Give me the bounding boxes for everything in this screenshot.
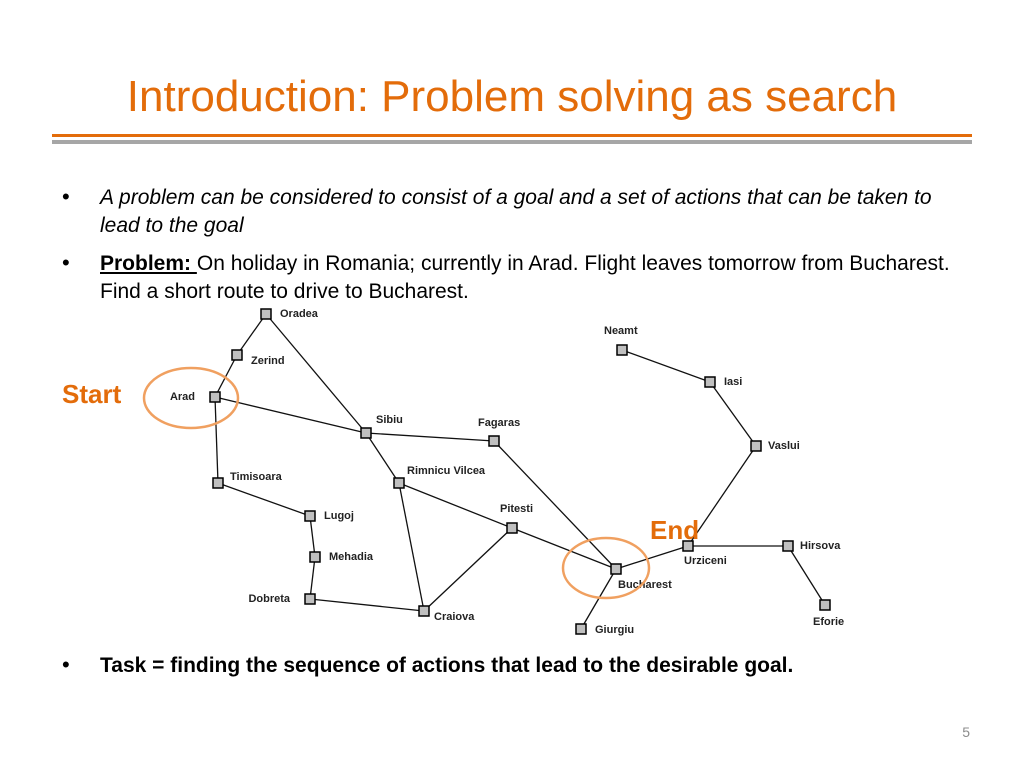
bullet-marker: •	[62, 652, 70, 677]
city-node-pitesti	[507, 523, 517, 533]
city-node-dobreta	[305, 594, 315, 604]
road-rimnicu-pitesti	[399, 483, 512, 528]
road-zerind-arad	[215, 355, 237, 397]
bullet-definition: A problem can be considered to consist of a goal and a set of actions that can be taken to lead to the goal	[100, 186, 932, 237]
road-hirsova-eforie	[788, 546, 825, 605]
city-node-sibiu	[361, 428, 371, 438]
city-label-vaslui: Vaslui	[768, 440, 800, 452]
end-highlight-circle	[563, 538, 649, 598]
road-mehadia-dobreta	[310, 557, 315, 599]
bullet-marker: •	[62, 184, 70, 209]
city-node-hirsova	[783, 541, 793, 551]
city-node-fagaras	[489, 436, 499, 446]
road-iasi-neamt	[622, 350, 710, 382]
city-label-craiova: Craiova	[434, 611, 475, 623]
city-label-sibiu: Sibiu	[376, 414, 403, 426]
road-vaslui-iasi	[710, 382, 756, 446]
roads-layer	[215, 314, 825, 629]
road-lugoj-mehadia	[310, 516, 315, 557]
city-label-oradea: Oradea	[280, 308, 318, 320]
road-bucharest-urziceni	[616, 546, 688, 569]
city-node-bucharest	[611, 564, 621, 574]
road-arad-timisoara	[215, 397, 218, 483]
city-label-fagaras: Fagaras	[478, 417, 521, 429]
city-label-eforie: Eforie	[813, 616, 845, 628]
bullet-task: Task = finding the sequence of actions that lead to the desirable goal.	[100, 654, 794, 677]
city-node-arad	[210, 392, 220, 402]
city-label-zerind: Zerind	[251, 355, 285, 367]
road-dobreta-craiova	[310, 599, 424, 611]
road-timisoara-lugoj	[218, 483, 310, 516]
road-sibiu-rimnicu	[366, 433, 399, 483]
city-label-bucharest: Bucharest	[618, 579, 672, 591]
road-craiova-pitesti	[424, 528, 512, 611]
city-node-lugoj	[305, 511, 315, 521]
city-node-iasi	[705, 377, 715, 387]
road-rimnicu-craiova	[399, 483, 424, 611]
city-node-mehadia	[310, 552, 320, 562]
city-label-neamt: Neamt	[604, 325, 638, 337]
bullet-marker: •	[62, 250, 70, 275]
end-label: End	[650, 515, 700, 545]
city-label-hirsova: Hirsova	[800, 540, 841, 552]
city-node-oradea	[261, 309, 271, 319]
road-oradea-zerind	[237, 314, 266, 355]
city-label-giurgiu: Giurgiu	[595, 624, 635, 636]
city-node-timisoara	[213, 478, 223, 488]
problem-label: Problem:	[100, 252, 197, 275]
city-node-zerind	[232, 350, 242, 360]
city-label-timisoara: Timisoara	[230, 471, 282, 483]
city-node-eforie	[820, 600, 830, 610]
city-label-dobreta: Dobreta	[248, 593, 290, 605]
cities-layer	[170, 308, 844, 636]
road-oradea-sibiu	[266, 314, 366, 433]
city-node-giurgiu	[576, 624, 586, 634]
city-label-arad: Arad	[169, 391, 195, 403]
city-node-rimnicu	[394, 478, 404, 488]
city-label-mehadia: Mehadia	[329, 551, 374, 563]
problem-text: On holiday in Romania; currently in Arad. Flight leaves tomorrow from Bucharest. Find a short route to drive to Bucharest.	[100, 252, 950, 303]
city-node-craiova	[419, 606, 429, 616]
page-number: 5	[962, 724, 970, 740]
start-label: Start	[62, 379, 122, 409]
road-sibiu-fagaras	[366, 433, 494, 441]
slide-title: Introduction: Problem solving as search	[126, 72, 898, 121]
city-label-lugoj: Lugoj	[324, 510, 354, 522]
city-node-neamt	[617, 345, 627, 355]
city-label-pitesti: Pitesti	[500, 503, 534, 515]
city-label-urziceni: Urziceni	[684, 555, 727, 567]
city-label-rimnicu: Rimnicu Vilcea	[407, 465, 486, 477]
city-node-vaslui	[751, 441, 761, 451]
city-label-iasi: Iasi	[724, 376, 743, 388]
